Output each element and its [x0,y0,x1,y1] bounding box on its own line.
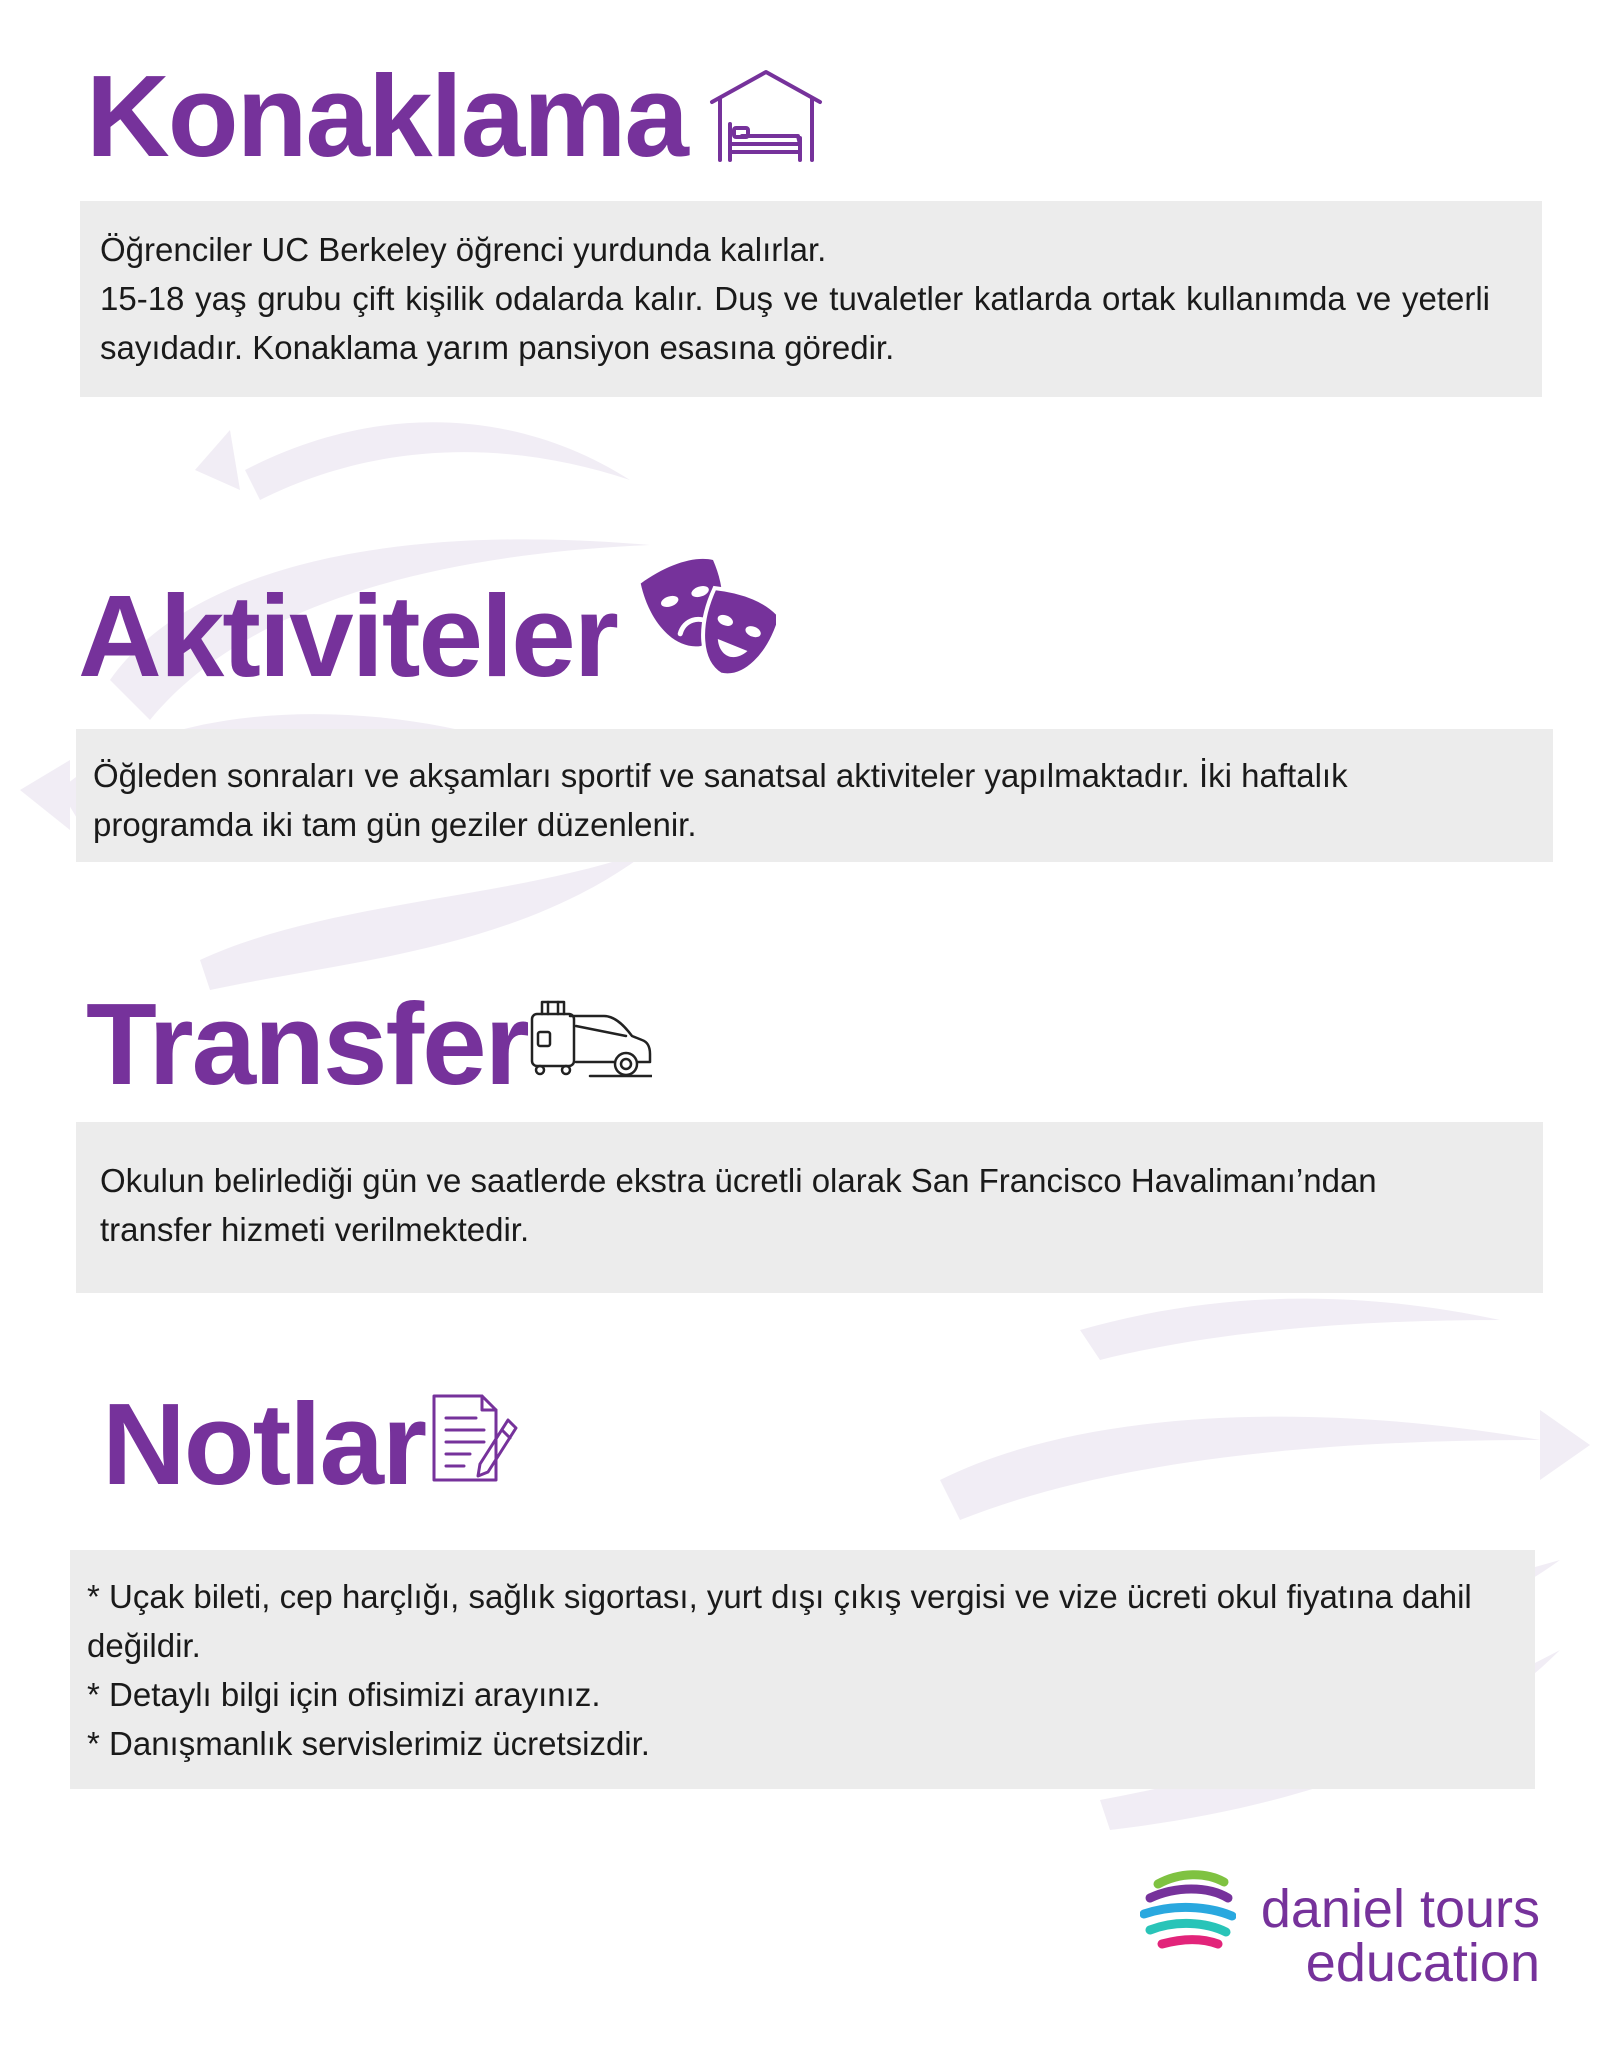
activities-line-1: Öğleden sonraları ve akşamları sportif ve sanatsal aktiviteler yapılmaktadır. İki haftalık programda iki tam gün geziler düzenlenir. [93,757,1348,843]
document-pencil-icon [430,1392,520,1484]
car-luggage-icon [530,996,652,1078]
accommodation-line-1: Öğrenciler UC Berkeley öğrenci yurdunda kalırlar. [100,231,827,268]
house-bed-icon [708,68,824,164]
notes-line-1: * Uçak bileti, cep harçlığı, sağlık sigortası, yurt dışı çıkış vergisi ve vize ücreti okul fiyatına dahil değildir. [87,1578,1472,1664]
accommodation-line-2: 15-18 yaş grubu çift kişilik odalarda kalır. Duş ve tuvaletler katlarda ortak kullanımda ve yeterli sayıdadır. Konaklama yarım pansiyon esasına göredir. [100,280,1490,366]
logo-line-1: daniel tours [1260,1879,1540,1939]
notes-text-box [70,1550,1535,1789]
heading-transfer: Transfer [86,979,528,1109]
transfer-line-1: Okulun belirlediği gün ve saatlerde ekstra ücretli olarak San Francisco Havalimanı’ndan transfer hizmeti verilmektedir. [100,1162,1377,1248]
heading-notlar: Notlar [102,1379,426,1509]
logo-wordmark [1180,1879,1540,1993]
heading-aktiviteler: Aktiviteler [78,571,617,701]
activities-text-box [76,729,1553,862]
logo-line-2: education [1305,1933,1540,1993]
theater-masks-icon [640,556,776,688]
heading-konaklama: Konaklama [86,51,687,181]
transfer-text-box [76,1122,1543,1293]
accommodation-text-box [80,201,1542,397]
notes-line-3: * Danışmanlık servislerimiz ücretsizdir. [87,1725,650,1762]
notes-line-2: * Detaylı bilgi için ofisimizi arayınız. [87,1676,601,1713]
